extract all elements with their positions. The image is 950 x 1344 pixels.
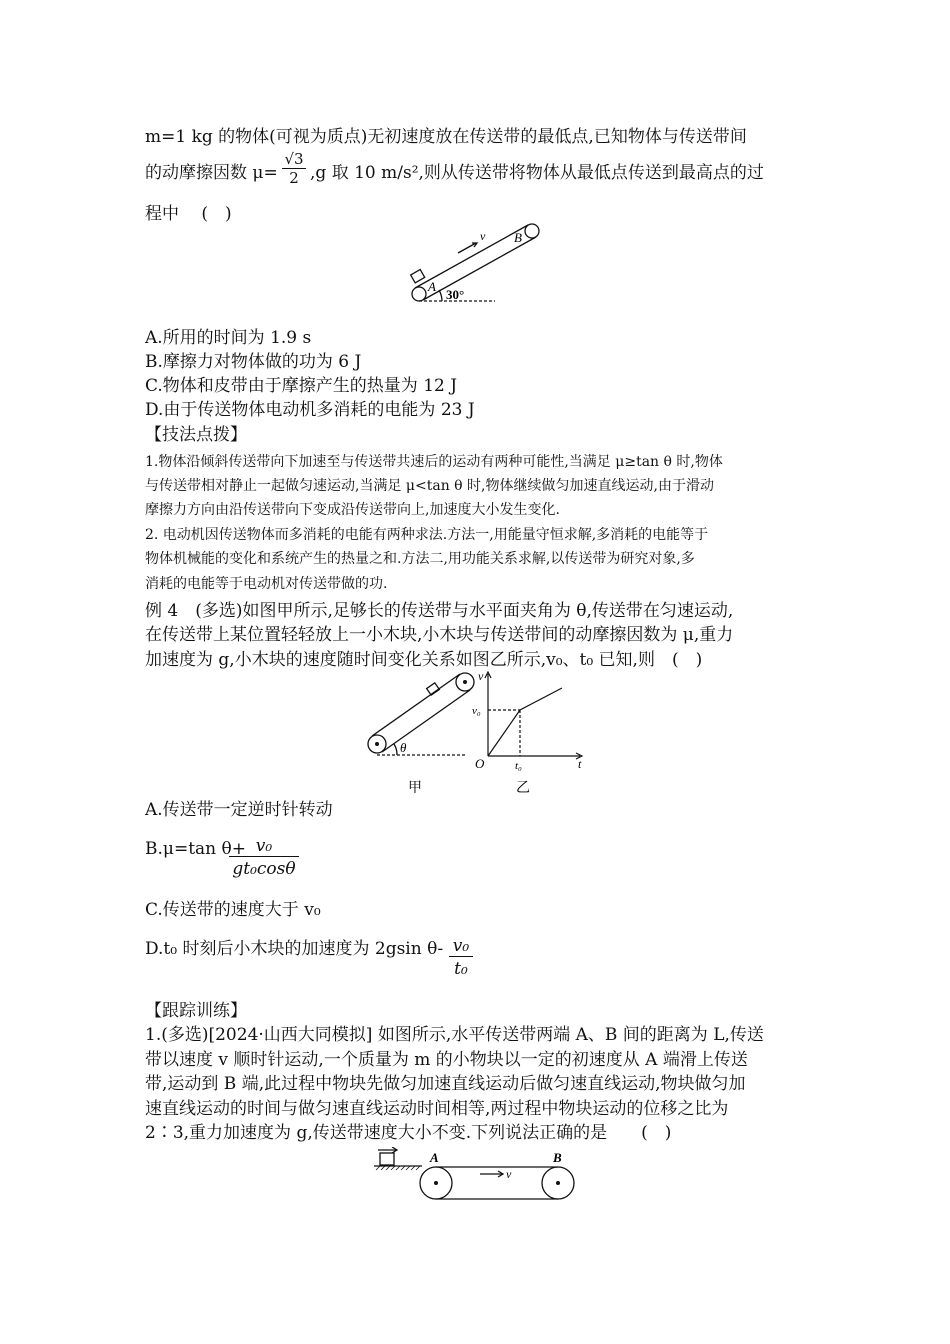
yi-vt-line [488,688,562,756]
tips-line-1: 1.物体沿倾斜传送带向下加速至与传送带共速后的运动有两种可能性,当满足 μ≥tan θ 时,物体 [145,454,723,470]
ex4-option-d-prefix: D.t₀ 时刻后小木块的加速度为 2gsin θ- [145,939,444,959]
jia-theta: θ [400,740,407,755]
ex4-option-b-prefix: B.μ=tan θ+ [145,839,246,859]
ex4-option-c: C.传送带的速度大于 v₀ [145,900,321,920]
incline-conveyor-figure [400,218,550,310]
example4-line-1: 例 4 (多选)如图甲所示,足够长的传送带与水平面夹角为 θ,传送带在匀速运动, [145,601,734,621]
tips-line-3: 摩擦力方向由沿传送带向下变成沿传送带向上,加速度大小发生变化. [145,502,560,518]
tips-line-6: 消耗的电能等于电动机对传送带做的功. [145,576,388,592]
hc-label-v: v [506,1167,512,1181]
label-v: v [480,229,486,243]
tracking-line-5: 2∶3,重力加速度为 g,传送带速度大小不变.下列说法正确的是 ( ) [145,1123,672,1143]
mu-fraction [282,151,306,187]
jia-caption: 甲 [408,781,422,796]
tracking-line-4: 速直线运动的时间与做匀速直线运动时间相等,两过程中物块运动的位移之比为 [145,1099,729,1119]
hc-axle-a [434,1181,438,1185]
hc-axle-b [556,1181,560,1185]
label-b: B [514,230,522,245]
option-d: D.由于传送物体电动机多消耗的电能为 23 J [145,400,475,420]
tracking-line-2: 带以速度 v 顺时针运动,一个质量为 m 的小物块以一定的初速度从 A 端滑上传送 [145,1050,748,1070]
block [411,270,425,283]
jia-belt-bottom [382,690,470,752]
horizontal-conveyor-figure [370,1147,585,1207]
jia-axle-upper [463,680,467,684]
velocity-arrow [458,243,476,253]
label-angle: 30° [446,287,465,302]
angle-arc [439,290,442,301]
option-b: B.摩擦力对物体做的功为 6 J [145,352,362,372]
jia-belt-top [372,674,460,736]
ex4-option-d-fraction [449,936,473,981]
label-a: A [428,279,436,294]
tips-line-4: 2. 电动机因传送物体而多消耗的电能有两种求法.方法一,用能量守恒求解,多消耗的电能等于 [145,527,709,543]
jia-block [427,683,440,695]
tips-heading: 【技法点拨】 [145,425,247,445]
mu-denominator: 2 [289,169,299,187]
tracking-line-3: 带,运动到 B 端,此过程中物块先做匀加速直线运动后做匀速直线运动,物块做匀加 [145,1074,746,1094]
tips-line-5: 物体机械能的变化和系统产生的热量之和.方法二,用功能关系求解,以传送带为研究对象,多 [145,551,695,567]
yi-label-v0: v₀ [472,705,481,717]
example4-line-3: 加速度为 g,小木块的速度随时间变化关系如图乙所示,v₀、t₀ 已知,则 ( ) [145,650,703,670]
example4-line-2: 在传送带上某位置轻轻放上一小木块,小木块与传送带间的动摩擦因数为 μ,重力 [145,625,734,645]
yi-label-t0: t₀ [515,760,522,772]
ex4-d-numerator: v₀ [449,936,473,957]
option-c: C.物体和皮带由于摩擦产生的热量为 12 J [145,376,458,396]
ex4-b-numerator: v₀ [229,836,299,857]
ex4-option-a: A.传送带一定逆时针转动 [145,800,333,820]
hc-block [380,1153,394,1165]
yi-label-o: O [475,756,485,771]
mu-numerator: √3 [282,151,306,169]
problem-line-2a: 的动摩擦因数 μ= [145,163,278,183]
figure-yi [470,668,590,798]
ex4-b-denominator: gt₀cosθ [232,859,296,879]
tracking-line-1: 1.(多选)[2024·山西大同模拟] 如图所示,水平传送带两端 A、B 间的距离为 L,传送 [145,1025,764,1045]
yi-label-t: t [578,757,582,771]
yi-caption: 乙 [516,781,530,796]
jia-angle-arc [394,744,397,755]
problem-line-1: m=1 kg 的物体(可视为质点)无初速度放在传送带的最低点,已知物体与传送带间 [145,127,747,147]
tracking-heading: 【跟踪训练】 [145,1001,247,1021]
ex4-d-denominator: t₀ [454,959,468,979]
ex4-option-b-fraction [229,836,299,881]
hc-label-a: A [430,1150,439,1165]
problem-line-2b: ,g 取 10 m/s²,则从传送带将物体从最低点传送到最高点的过 [310,163,764,183]
jia-axle-lower [375,742,379,746]
yi-label-v: v [478,669,484,683]
hc-label-b: B [553,1150,562,1165]
option-a: A.所用的时间为 1.9 s [145,328,312,348]
figure-jia [360,668,480,798]
tips-line-2: 与传送带相对静止一起做匀速运动,当满足 μ<tan θ 时,物体继续做匀加速直线运动,由于滑动 [145,478,714,494]
problem-line-3: 程中 ( ) [145,204,232,224]
